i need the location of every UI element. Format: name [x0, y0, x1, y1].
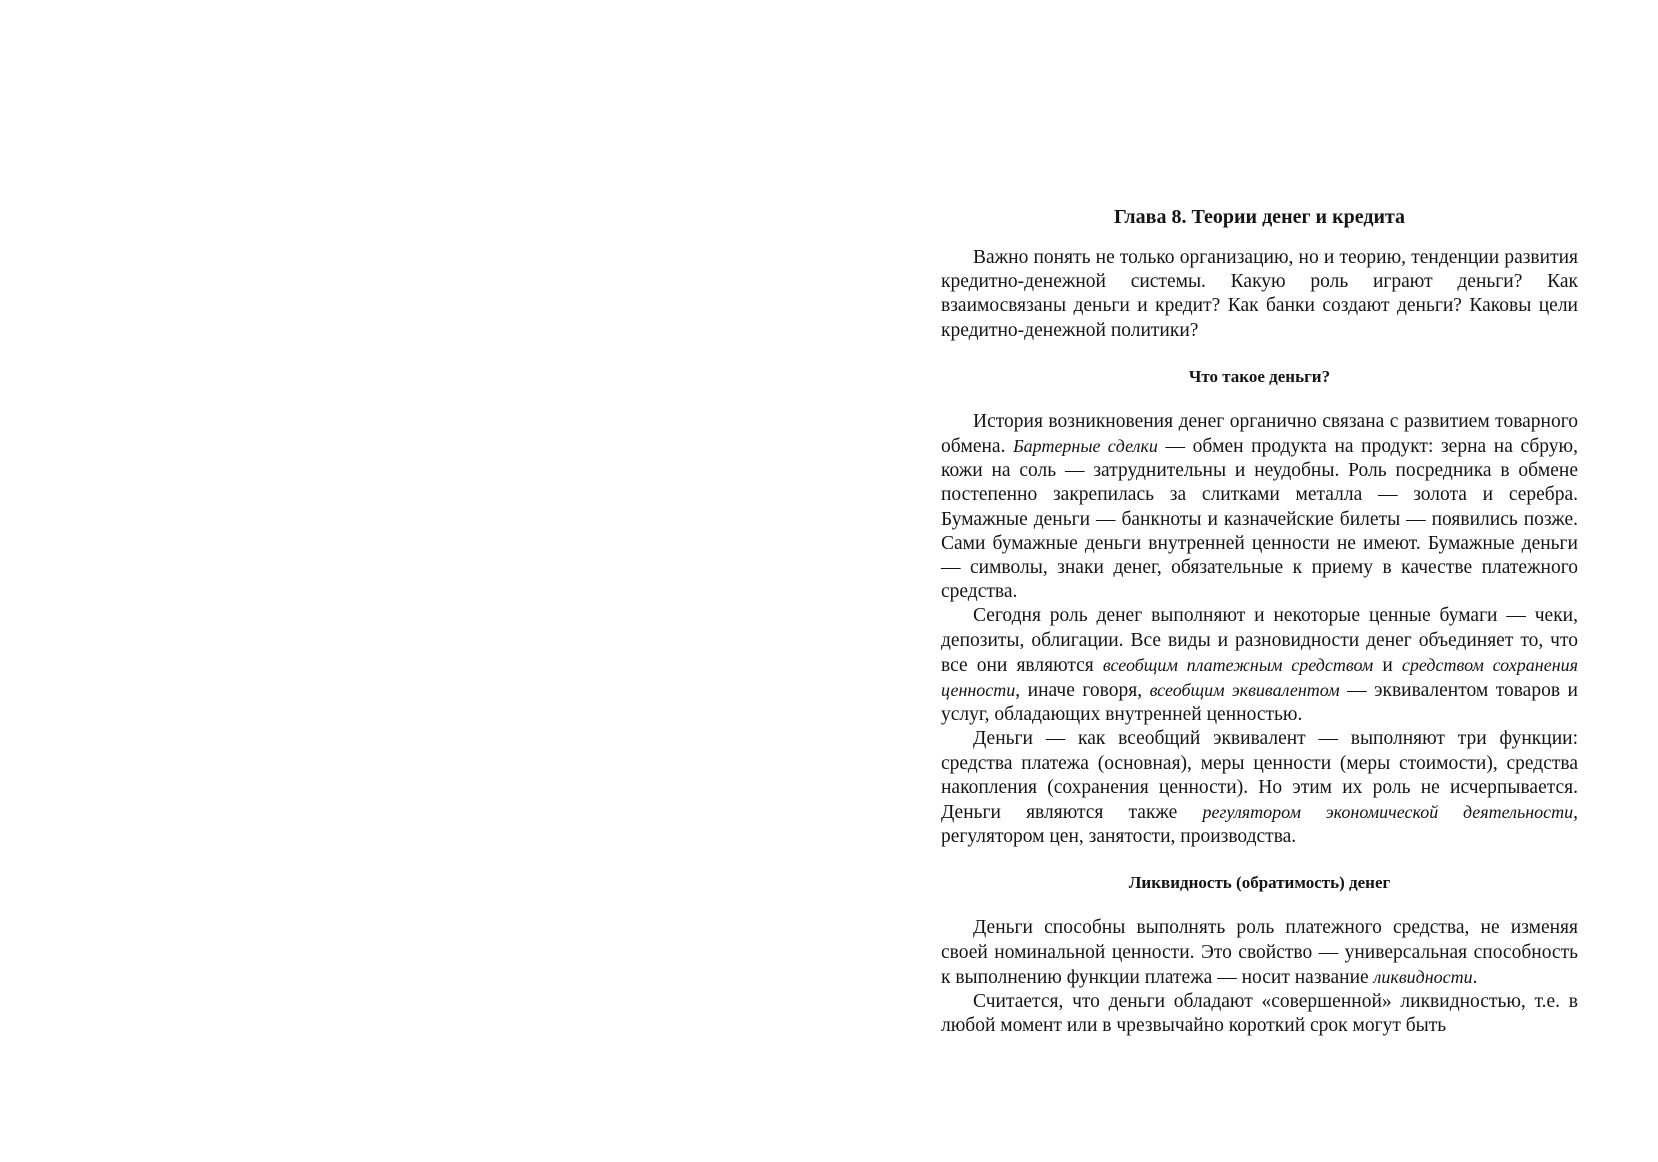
intro-paragraph: [941, 246, 1578, 343]
text-run: и: [1373, 654, 1402, 676]
section-heading-liquidity: Ликвидность (обратимость) денег: [1128, 873, 1391, 893]
chapter-title: Глава 8. Теории денег и кредита: [1113, 206, 1406, 228]
body-paragraph: [941, 727, 1578, 849]
italic-term: средством сохранения ценности: [941, 654, 1579, 701]
body-paragraph: [941, 990, 1578, 1038]
text-run: , иначе говоря,: [1015, 680, 1150, 702]
right-page: [941, 204, 1578, 1038]
text-run: Деньги способны выполнять роль платежного средства, не изменяя своей номинальной ценности. Это свойство — универсальная способность к выполнению функции платежа — носит название: [941, 917, 1578, 988]
text-run: , регулятором цен, занятости, производства.: [941, 802, 1579, 848]
italic-term: всеобщим платежным средством: [1102, 654, 1374, 675]
body-paragraph: [941, 410, 1578, 605]
text-run: Сегодня роль денег выполняют и некоторые ценные бумаги — чеки, депозиты, облигации. Все виды и разновидности денег объединяет то, что все они являются: [941, 605, 1578, 676]
section-heading-what-is-money: Что такое деньги?: [1188, 366, 1331, 386]
italic-term: регулятором экономической деятельности: [1202, 802, 1574, 823]
text-run: .: [1472, 966, 1478, 988]
text-run: — эквивалентом товаров и услуг, обладающих внутренней ценностью.: [941, 680, 1578, 726]
text-run: Важно понять не только организацию, но и теорию, тенденции развития кредитно-денежной системы. Какую роль играют деньги? Как взаимосвязаны деньги и кредит? Как банки создают деньги? Каковы цели кредитно-денежной политики?: [941, 247, 1578, 341]
text-run: Деньги — как всеобщий эквивалент — выполняют три функции: средства платежа (основная), меры ценности (меры стоимости), средства накопления (сохранения ценности). Но этим их роль не исчерпывается. Деньги являются также: [941, 728, 1578, 824]
italic-term: всеобщим эквивалентом: [1149, 680, 1340, 701]
italic-term: Бартерные сделки: [1013, 436, 1158, 457]
text-run: Считается, что деньги обладают «совершенной» ликвидностью, т.е. в любой момент или в чрезвычайно короткий срок могут быть: [941, 991, 1578, 1037]
body-paragraph: [941, 604, 1578, 727]
text-run: История возникновения денег органично связана с развитием товарного обмена.: [941, 410, 1578, 458]
italic-term: ликвидности: [1373, 966, 1473, 987]
body-paragraph: [941, 916, 1578, 990]
text-run: — обмен продукта на продукт: зерна на сбрую, кожи на соль — затруднительны и неудобны. Роль посредника в обмене постепенно закрепилась за слитками металла — золота и серебра. Бумажные деньги — банкноты и казначейские билеты — появились позже. Сами бумажные деньги внутренней ценности не имеют. Бумажные деньги — символы, знаки денег, обязательные к приему в качестве платежного средства.: [941, 436, 1578, 603]
